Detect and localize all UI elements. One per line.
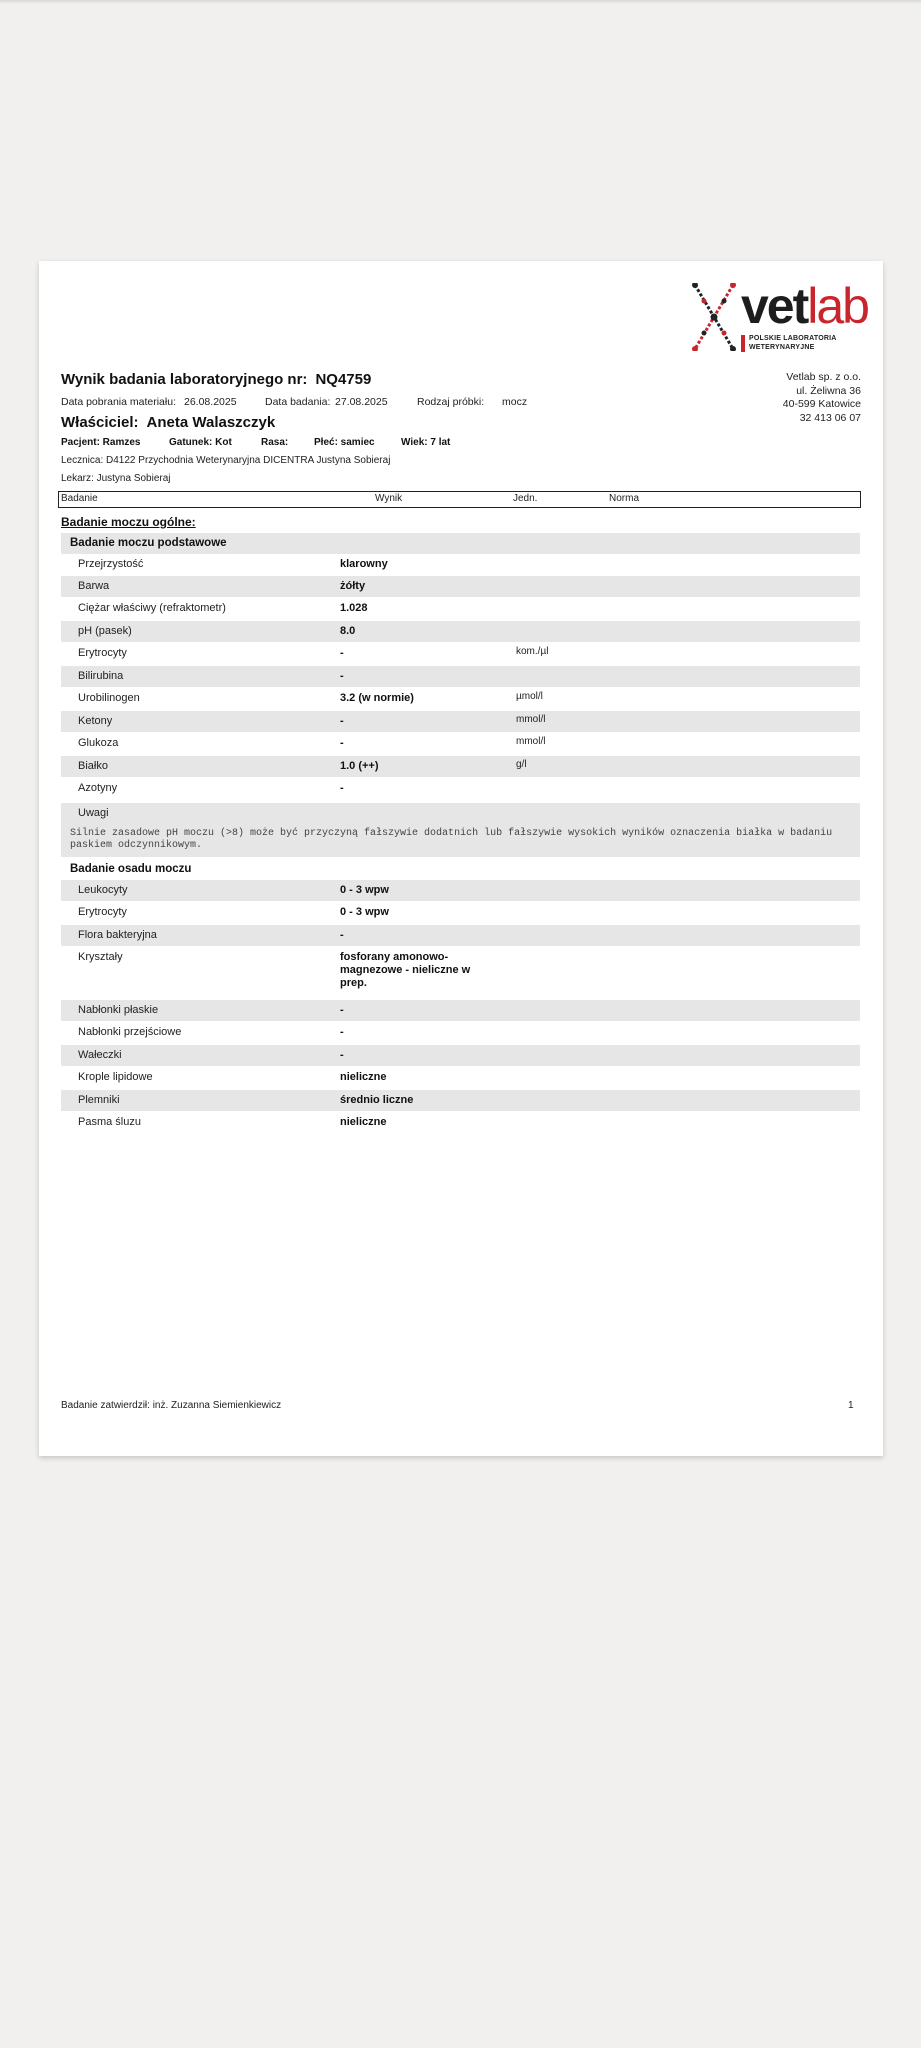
test-unit: µmol/l [516, 691, 543, 702]
sample-type-label: Rodzaj próbki: [417, 396, 485, 408]
test-result: 0 - 3 wpw [340, 884, 389, 896]
approved-by: Badanie zatwierdził: inż. Zuzanna Siemienkiewicz [61, 1400, 282, 1411]
table-row [61, 756, 860, 777]
table-row [61, 1022, 860, 1043]
group-basic-title: Badanie moczu podstawowe [61, 533, 860, 554]
sample-type: mocz [502, 396, 528, 408]
test-result: - [340, 737, 344, 749]
owner-line: Właściciel: Aneta Walaszczyk [61, 414, 276, 431]
test-name: Nabłonki przejściowe [78, 1026, 182, 1038]
test-result: średnio liczne [340, 1094, 414, 1106]
table-row [61, 576, 860, 597]
test-name: Pasma śluzu [78, 1116, 141, 1128]
report-title: Wynik badania laboratoryjnego nr: NQ4759 [61, 371, 372, 388]
test-date: 27.08.2025 [335, 396, 388, 408]
test-name: Przejrzystość [78, 558, 144, 570]
test-name: Erytrocyty [78, 906, 127, 918]
test-name: Leukocyty [78, 884, 128, 896]
test-result: 1.0 (++) [340, 760, 379, 772]
col-result: Wynik [375, 493, 403, 504]
table-row [61, 688, 860, 709]
logo-wordmark: vetlab [741, 278, 868, 334]
lab-address: Vetlab sp. z o.o. ul. Żeliwna 36 40-599 Katowice 32 413 06 07 [782, 371, 861, 424]
test-name: Glukoza [78, 737, 119, 749]
age: Wiek: 7 lat [401, 437, 451, 448]
test-result: - [340, 929, 344, 941]
test-name: Wałeczki [78, 1049, 122, 1061]
test-result: 0 - 3 wpw [340, 906, 389, 918]
test-date-label: Data badania: [265, 396, 331, 408]
test-result: - [340, 1026, 344, 1038]
notes-label: Uwagi [78, 807, 109, 819]
logo-subtitle: POLSKIE LABORATORIA WETERYNARYJNE [749, 335, 837, 351]
page-number: 1 [848, 1400, 854, 1411]
dna-helix-icon [689, 283, 739, 351]
table-row [61, 947, 860, 999]
table-row [61, 902, 860, 923]
test-name: Kryształy [78, 951, 123, 963]
table-row [61, 778, 860, 799]
logo-accent-bar [741, 335, 745, 352]
test-name: Plemniki [78, 1094, 120, 1106]
test-result: - [340, 670, 344, 682]
test-name: Ciężar właściwy (refraktometr) [78, 602, 226, 614]
col-unit: Jedn. [513, 493, 538, 504]
test-unit: g/l [516, 759, 527, 770]
species: Gatunek: Kot [169, 437, 232, 448]
notes-text: Silnie zasadowe pH moczu (>8) może być przyczyną fałszywie dodatnich lub fałszywie wysokich wyników oznaczenia białka w badaniu paskiem odczynnikowym. [70, 828, 833, 851]
test-name: Azotyny [78, 782, 118, 794]
test-unit: kom./µl [516, 646, 549, 657]
section-title: Badanie moczu ogólne: [61, 515, 196, 529]
table-row [61, 643, 860, 664]
table-row [61, 733, 860, 754]
col-test: Badanie [61, 493, 98, 504]
test-result: klarowny [340, 558, 388, 570]
test-result: 3.2 (w normie) [340, 692, 414, 704]
table-row [61, 621, 860, 642]
table-row [61, 1045, 860, 1066]
test-name: Nabłonki płaskie [78, 1004, 159, 1016]
table-row [61, 666, 860, 687]
table-row [61, 1090, 860, 1111]
table-row [61, 598, 860, 619]
column-header [58, 491, 861, 508]
table-row [61, 1067, 860, 1088]
doctor-line: Lekarz: Justyna Sobieraj [61, 473, 171, 484]
clinic-line: Lecznica: D4122 Przychodnia Weterynaryjna DICENTRA Justyna Sobieraj [61, 455, 391, 466]
test-name: Flora bakteryjna [78, 929, 157, 941]
table-row [61, 925, 860, 946]
notes-block [61, 803, 860, 857]
test-name: Erytrocyty [78, 647, 127, 659]
test-result: - [340, 715, 344, 727]
top-shadow [0, 0, 921, 4]
test-name: Urobilinogen [78, 692, 140, 704]
test-name: Bilirubina [78, 670, 124, 682]
test-name: Barwa [78, 580, 110, 592]
test-unit: mmol/l [516, 714, 546, 725]
report-number: NQ4759 [315, 371, 372, 388]
test-name: pH (pasek) [78, 625, 132, 637]
patient-name: Pacjent: Ramzes [61, 437, 141, 448]
collection-date: 26.08.2025 [184, 396, 237, 408]
vetlab-logo [689, 278, 869, 353]
test-result: 1.028 [340, 602, 368, 614]
sex: Płeć: samiec [314, 437, 375, 448]
table-row [61, 1112, 860, 1133]
col-norm: Norma [609, 493, 640, 504]
test-result: - [340, 782, 344, 794]
test-result: nieliczne [340, 1071, 387, 1083]
test-result: - [340, 647, 344, 659]
group-sediment-title: Badanie osadu moczu [70, 863, 192, 875]
collection-date-label: Data pobrania materiału: [61, 396, 176, 408]
test-result: - [340, 1049, 344, 1061]
table-row [61, 1000, 860, 1021]
test-result: - [340, 1004, 344, 1016]
table-row [61, 554, 860, 575]
owner-name: Aneta Walaszczyk [146, 414, 276, 431]
document-page [39, 261, 883, 1456]
test-result: 8.0 [340, 625, 356, 637]
table-row [61, 711, 860, 732]
table-row [61, 880, 860, 901]
test-result: żółty [340, 580, 366, 592]
test-result: nieliczne [340, 1116, 387, 1128]
breed: Rasa: [261, 437, 289, 448]
test-result: fosforany amonowo-magnezowe - nieliczne w prep. [340, 951, 471, 989]
test-unit: mmol/l [516, 736, 546, 747]
test-name: Białko [78, 760, 108, 772]
test-name: Ketony [78, 715, 113, 727]
test-name: Krople lipidowe [78, 1071, 153, 1083]
